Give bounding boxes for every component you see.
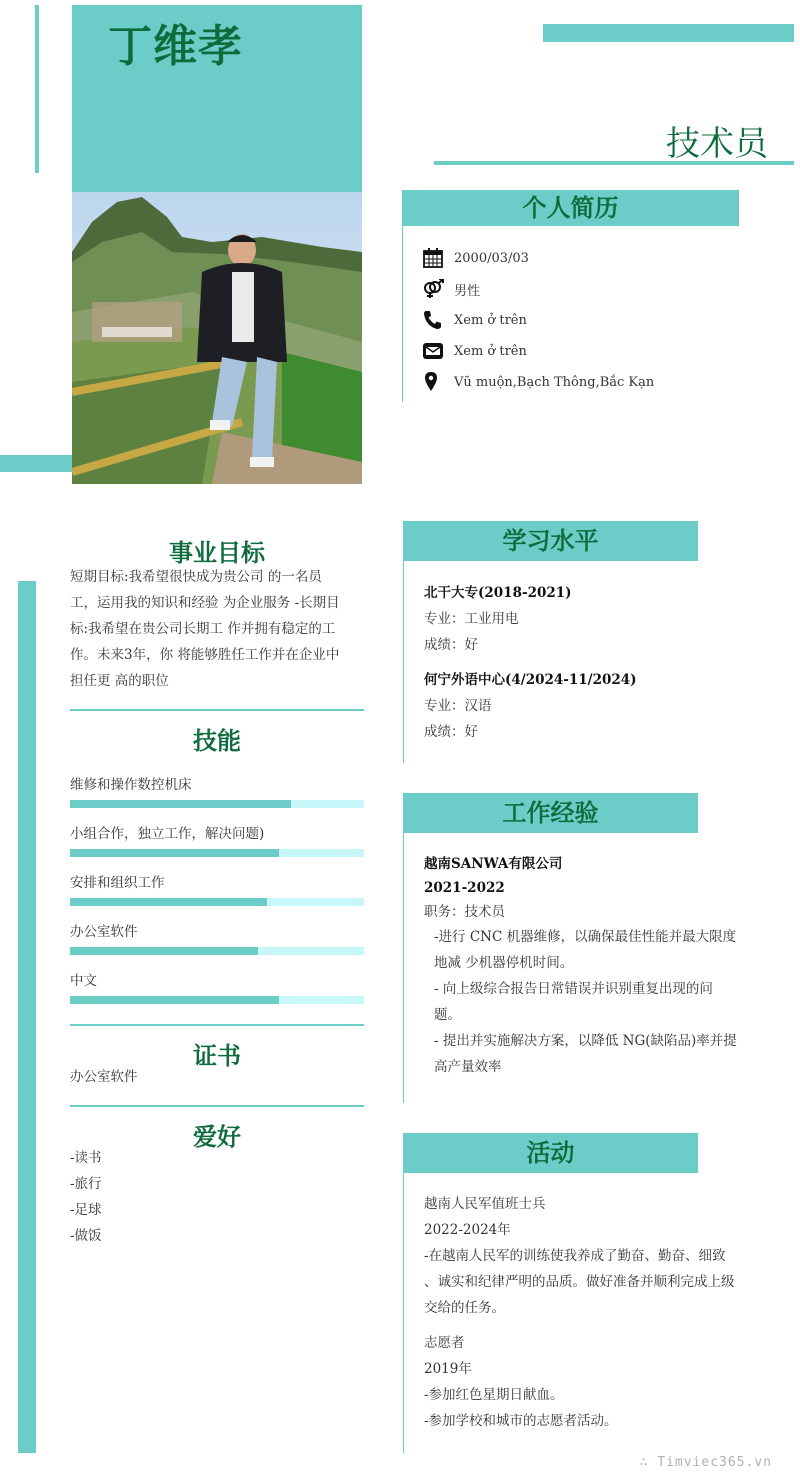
job-title: 技术员 (666, 124, 768, 164)
company-name: 越南SANWA有限公司 (424, 856, 563, 872)
duty-line: - 提出并实施解决方案，以降低 NG(缺陷品)率并提 (434, 1033, 737, 1049)
activity-line: -参加红色星期日献血。 (424, 1387, 564, 1403)
hobby-item: -旅行 (70, 1176, 102, 1192)
objective-line: 标:我希望在贵公司长期工 作并拥有稳定的工 (70, 621, 336, 637)
objective-text (70, 564, 370, 694)
activities-list (424, 1191, 784, 1434)
hobby-item: -读书 (70, 1150, 102, 1166)
phone-icon (422, 310, 444, 330)
activity-line: 、诚实和纪律严明的品质。做好准备并顺利完成上级 (424, 1274, 735, 1290)
gender-icon (422, 279, 444, 299)
objective-heading: 事业目标 (169, 539, 265, 567)
skill-bar (70, 849, 364, 857)
school-result: 成绩：好 (424, 637, 478, 653)
watermark: ∴ Timviec365.vn (639, 1455, 772, 1470)
profile-divider-line (402, 226, 403, 402)
school-name: 何宁外语中心(4/2024-11/2024) (424, 672, 637, 688)
objective-line: 短期目标:我希望很快成为贵公司 的一名员 (70, 569, 322, 585)
hobbies-heading: 爱好 (193, 1123, 241, 1151)
education-divider-line (403, 561, 404, 763)
school-major: 专业：工业用电 (424, 611, 519, 627)
certificate-item: 办公室软件 (70, 1069, 138, 1085)
hobbies-list (70, 1145, 102, 1249)
experience-heading: 工作经验 (403, 793, 698, 833)
candidate-name: 丁维孝 (108, 21, 243, 72)
location-pin-icon (422, 372, 444, 392)
decor-left-stub (0, 455, 72, 472)
skill-label: 办公室软件 (70, 924, 138, 940)
skill-bar-fill (70, 898, 267, 906)
skill-label: 中文 (70, 973, 97, 989)
profile-photo (72, 192, 362, 484)
email-row (422, 340, 527, 362)
skill-label: 小组合作，独立工作，解决问题) (70, 826, 265, 842)
experience-entry (424, 852, 784, 1080)
hobby-item: -做饭 (70, 1228, 102, 1244)
work-period: 2021-2022 (424, 880, 505, 896)
skill-bar-fill (70, 849, 279, 857)
skill-label: 维修和操作数控机床 (70, 777, 192, 793)
profile-heading: 个人简历 (402, 190, 739, 226)
education-heading: 学习水平 (403, 521, 698, 561)
activity-title: 志愿者 (424, 1335, 465, 1351)
activities-divider-line (403, 1173, 404, 1453)
objective-line: 工，运用我的知识和经验 为企业服务 -长期目 (70, 595, 340, 611)
divider (70, 1024, 364, 1026)
birthday-row (422, 247, 529, 269)
certificates-heading: 证书 (193, 1042, 241, 1070)
activity-period: 2019年 (424, 1361, 472, 1377)
phone-row (422, 309, 527, 331)
gender-row (422, 278, 480, 300)
gender-value: 男性 (454, 283, 481, 299)
skill-bar (70, 898, 364, 906)
hobby-item: -足球 (70, 1202, 102, 1218)
skill-bar (70, 800, 364, 808)
skill-label: 安排和组织工作 (70, 875, 165, 891)
duty-line: -进行 CNC 机器维修，以确保最佳性能并最大限度 (434, 929, 737, 945)
calendar-icon (422, 248, 444, 268)
activity-line: -参加学校和城市的志愿者活动。 (424, 1413, 618, 1429)
experience-divider-line (403, 833, 404, 1103)
activity-period: 2022-2024年 (424, 1222, 511, 1238)
work-position: 职务：技术员 (424, 904, 505, 920)
decor-left-long-bar (18, 581, 36, 1453)
duty-line: 题。 (434, 1007, 461, 1023)
activity-line: 交给的任务。 (424, 1300, 505, 1316)
address-row (422, 371, 654, 393)
skills-heading: 技能 (193, 727, 241, 755)
objective-line: 担任更 高的职位 (70, 673, 169, 689)
skill-bar-fill (70, 947, 258, 955)
objective-line: 作。未来3年，你 将能够胜任工作并在企业中 (70, 647, 340, 663)
activities-heading: 活动 (403, 1133, 698, 1173)
activity-title: 越南人民军值班士兵 (424, 1196, 546, 1212)
email-value: Xem ở trên (454, 343, 527, 359)
birthday-value: 2000/03/03 (454, 250, 529, 266)
skill-bar-fill (70, 800, 291, 808)
skill-bar (70, 996, 364, 1004)
school-major: 专业：汉语 (424, 698, 492, 714)
school-result: 成绩：好 (424, 724, 478, 740)
decor-left-vertical-bar (35, 5, 39, 173)
email-icon (422, 341, 444, 361)
divider (70, 1105, 364, 1107)
divider (70, 709, 364, 711)
decor-top-right-bar (543, 24, 794, 42)
address-value: Vũ muộn,Bạch Thông,Bắc Kạn (454, 374, 655, 390)
education-list (424, 580, 784, 745)
duty-line: 地减 少机器停机时间。 (434, 955, 574, 971)
duty-line: - 向上级综合报告日常错误并识别重复出现的问 (434, 981, 713, 997)
skill-bar-fill (70, 996, 279, 1004)
school-name: 北干大专(2018-2021) (424, 585, 572, 601)
activity-line: -在越南人民军的训练使我养成了勤奋、勤奋、细致 (424, 1248, 726, 1264)
skill-bar (70, 947, 364, 955)
phone-value: Xem ở trên (454, 312, 527, 328)
duty-line: 高产量效率 (434, 1059, 502, 1075)
